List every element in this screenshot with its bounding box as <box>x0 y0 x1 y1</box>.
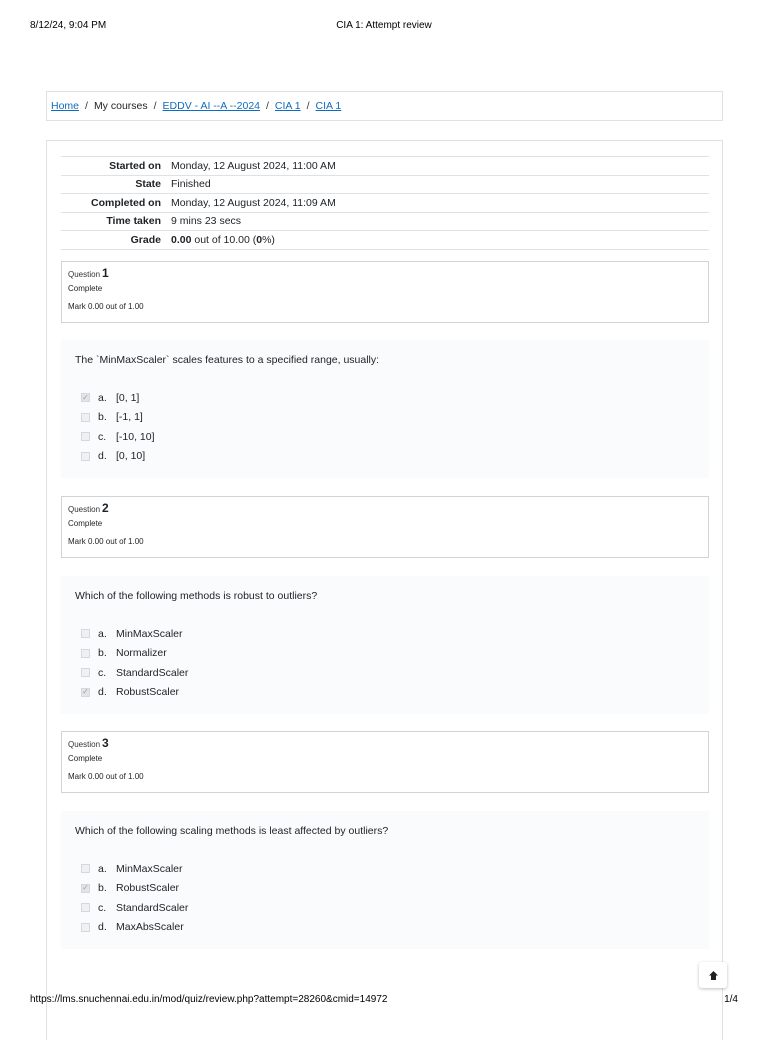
breadcrumb <box>46 91 723 121</box>
question-state: Complete <box>68 754 103 763</box>
attempt-summary-table <box>61 156 709 250</box>
answer-option <box>75 408 709 428</box>
option-text: MinMaxScaler <box>116 862 183 875</box>
summary-row-grade <box>61 231 709 250</box>
breadcrumb-section-link[interactable]: CIA 1 <box>274 100 301 112</box>
option-letter: a. <box>98 862 107 875</box>
question-1-info <box>61 261 709 323</box>
question-number: 1 <box>102 266 109 280</box>
option-text: [0, 1] <box>116 391 140 404</box>
grade-score: 0.00 <box>171 233 192 246</box>
question-state: Complete <box>68 519 103 528</box>
grade-percent: 0 <box>256 233 263 246</box>
checkbox-checked <box>81 393 90 402</box>
option-text: Normalizer <box>116 647 167 660</box>
question-text: Which of the following methods is robust to outliers? <box>75 590 318 602</box>
question-text: Which of the following scaling methods is least affected by outliers? <box>75 825 389 837</box>
breadcrumb-my-courses: My courses <box>93 100 148 112</box>
grade-value <box>171 231 709 250</box>
checkbox <box>81 903 90 912</box>
print-title: CIA 1: Attempt review <box>336 20 432 31</box>
question-label: Question <box>68 270 101 279</box>
question-number: 2 <box>102 501 109 515</box>
grade-label: Grade <box>130 233 161 246</box>
option-letter: d. <box>98 450 107 463</box>
checkbox <box>81 432 90 441</box>
checkbox-checked <box>81 688 90 697</box>
option-letter: c. <box>98 901 107 914</box>
question-3-info <box>61 731 709 793</box>
option-text: [0, 10] <box>116 450 146 463</box>
question-state: Complete <box>68 284 103 293</box>
option-text: MaxAbsScaler <box>116 921 184 934</box>
breadcrumb-separator: / <box>306 100 310 112</box>
breadcrumb-course-link[interactable]: EDDV - AI --A --2024 <box>162 100 260 112</box>
completed-label: Completed on <box>91 196 161 209</box>
print-url: https://lms.snuchennai.edu.in/mod/quiz/review.php?attempt=28260&cmid=14972 <box>30 994 388 1005</box>
answer-option <box>75 898 709 918</box>
answer-option <box>75 644 709 664</box>
option-letter: d. <box>98 686 107 699</box>
answer-option <box>75 624 709 644</box>
answer-option <box>75 388 709 408</box>
option-letter: a. <box>98 391 107 404</box>
question-2-content <box>61 576 709 714</box>
breadcrumb-home-link[interactable]: Home <box>51 100 80 112</box>
option-letter: b. <box>98 411 107 424</box>
answer-option <box>75 918 709 938</box>
breadcrumb-separator: / <box>266 100 269 112</box>
summary-row-started <box>61 157 709 176</box>
breadcrumb-quiz-link[interactable]: CIA 1 <box>315 100 342 112</box>
started-value: Monday, 12 August 2024, 11:00 AM <box>171 159 336 172</box>
time-taken-value: 9 mins 23 secs <box>171 215 242 228</box>
summary-row-time <box>61 212 709 231</box>
check-icon: ✓ <box>82 392 89 402</box>
question-mark: Mark 0.00 out of 1.00 <box>68 302 144 311</box>
checkbox <box>81 629 90 638</box>
checkbox <box>81 668 90 677</box>
started-label: Started on <box>109 159 161 172</box>
option-text: StandardScaler <box>116 901 189 914</box>
option-letter: c. <box>98 666 107 679</box>
check-icon: ✓ <box>82 883 89 893</box>
grade-end: %) <box>262 233 275 246</box>
summary-row-state <box>61 175 709 194</box>
checkbox <box>81 649 90 658</box>
answer-option <box>75 447 709 467</box>
question-number: 3 <box>102 736 109 750</box>
question-mark: Mark 0.00 out of 1.00 <box>68 537 144 546</box>
time-taken-label: Time taken <box>106 215 161 228</box>
answer-option <box>75 879 709 899</box>
state-value: Finished <box>171 178 211 191</box>
question-3-content <box>61 811 709 949</box>
checkbox <box>81 864 90 873</box>
option-letter: c. <box>98 430 107 443</box>
option-text: [-1, 1] <box>116 411 143 424</box>
print-page-number: 1/4 <box>724 994 738 1005</box>
option-letter: d. <box>98 921 107 934</box>
checkbox <box>81 452 90 461</box>
answer-option <box>75 859 709 879</box>
option-text: StandardScaler <box>116 666 189 679</box>
question-label: Question <box>68 740 101 749</box>
print-datetime: 8/12/24, 9:04 PM <box>30 20 107 31</box>
option-letter: b. <box>98 647 107 660</box>
answer-option <box>75 663 709 683</box>
option-text: MinMaxScaler <box>116 627 183 640</box>
checkbox <box>81 923 90 932</box>
answer-option <box>75 427 709 447</box>
checkbox-checked <box>81 884 90 893</box>
grade-out-of: out of 10.00 ( <box>191 233 257 246</box>
checkbox <box>81 413 90 422</box>
check-icon: ✓ <box>82 687 89 697</box>
breadcrumb-separator: / <box>85 100 88 112</box>
option-letter: b. <box>98 882 107 895</box>
question-mark: Mark 0.00 out of 1.00 <box>68 772 144 781</box>
option-text: RobustScaler <box>116 686 180 699</box>
arrow-up-icon <box>708 970 719 981</box>
question-text: The `MinMaxScaler` scales features to a specified range, usually: <box>75 354 380 366</box>
option-text: [-10, 10] <box>116 430 155 443</box>
option-letter: a. <box>98 627 107 640</box>
back-to-top-button[interactable] <box>699 962 727 988</box>
question-2-info <box>61 496 709 558</box>
breadcrumb-separator: / <box>153 100 157 112</box>
summary-row-completed <box>61 194 709 213</box>
question-1-content <box>61 340 709 478</box>
question-label: Question <box>68 505 101 514</box>
state-label: State <box>135 178 161 191</box>
answer-option <box>75 683 709 703</box>
completed-value: Monday, 12 August 2024, 11:09 AM <box>171 196 336 209</box>
option-text: RobustScaler <box>116 882 180 895</box>
